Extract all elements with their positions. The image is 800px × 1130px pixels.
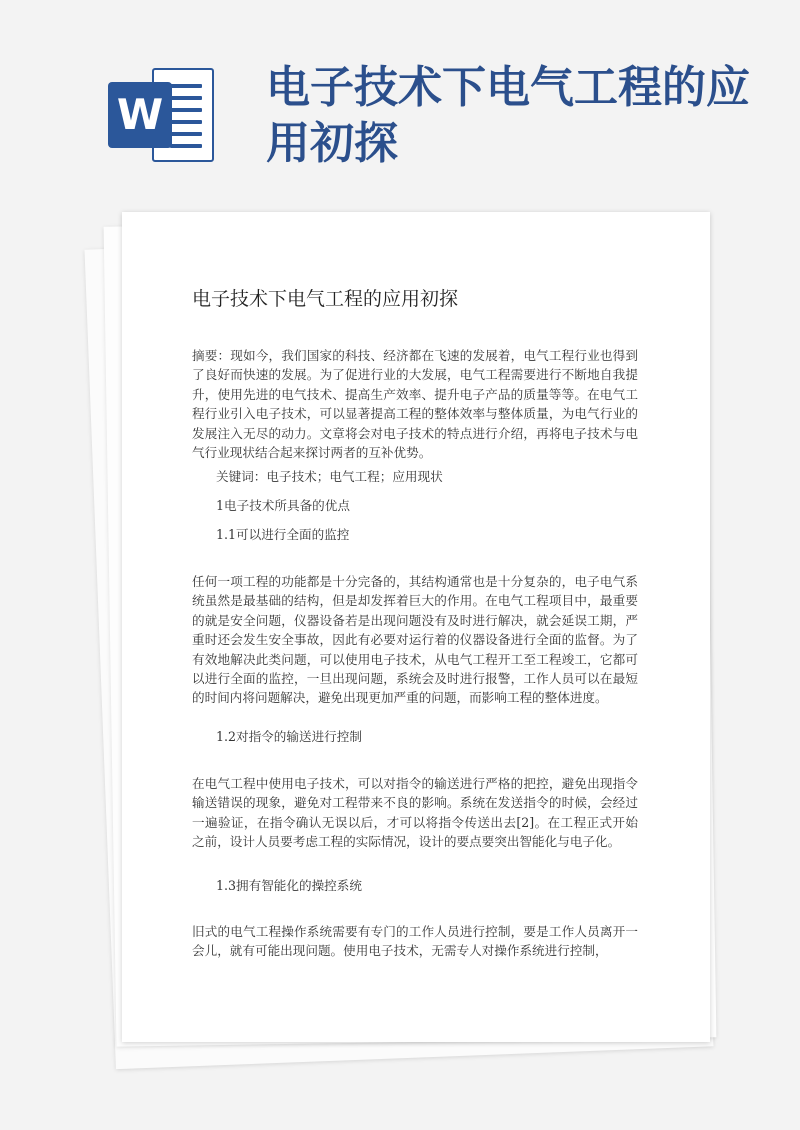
subsection-heading: 1.1可以进行全面的监控 [216, 527, 350, 542]
document-page [122, 212, 710, 1042]
abstract-paragraph: 摘要：现如今，我们国家的科技、经济都在飞速的发展着，电气工程行业也得到了良好而快速的发展。为了促进行业的大发展，电气工程需要进行不断地自我提升，使用先进的电气技术、提高生产效率、提升电子产品的质量等等。在电气工程行业引入电子技术，可以显著提高工程的整体效率与整体质量，为电气行业的发展注入无尽的动力。文章将会对电子技术的特点进行介绍，再将电子技术与电气行业现状结合起来探讨两者的互补优势。 [192, 348, 638, 461]
word-document-icon [108, 68, 218, 164]
subsection-heading: 1.2对指令的输送进行控制 [216, 729, 362, 744]
body-paragraph: 任何一项工程的功能都是十分完备的，其结构通常也是十分复杂的，电子电气系统虽然是最基础的结构，但是却发挥着巨大的作用。在电气工程项目中，最重要的就是安全问题，仪器设备若是出现问题没有及时进行解决，就会延误工期，严重时还会发生安全事故，因此有必要对运行着的仪器设备进行全面的监督。为了有效地解决此类问题，可以使用电子技术，从电气工程开工至工程竣工，它都可以进行全面的监控，一旦出现问题，系统会及时进行报警，工作人员可以在最短的时间内将问题解决，避免出现更加严重的问题，而影响工程的整体进度。 [192, 574, 638, 706]
subsection-heading: 1.3拥有智能化的操控系统 [216, 878, 362, 893]
banner-title: 电子技术下电气工程的应用初探 [266, 62, 750, 169]
body-paragraph: 在电气工程中使用电子技术，可以对指令的输送进行严格的把控，避免出现指令输送错误的现象，避免对工程带来不良的影响。系统在发送指令的时候，会经过一遍验证，在指令确认无误以后，才可以将指令传送出去[2]。在工程正式开始之前，设计人员要考虑工程的实际情况，设计的要点要突出智能化与电子化。 [192, 776, 638, 850]
document-title: 电子技术下电气工程的应用初探 [192, 288, 459, 310]
body-paragraph: 旧式的电气工程操作系统需要有专门的工作人员进行控制，要是工作人员离开一会儿，就有可能出现问题。使用电子技术，无需专人对操作系统进行控制， [192, 924, 638, 959]
section-heading: 1电子技术所具备的优点 [216, 498, 350, 513]
banner [0, 0, 800, 200]
keywords-line: 关键词：电子技术；电气工程；应用现状 [216, 469, 443, 484]
word-icon-letter: W [108, 82, 172, 148]
